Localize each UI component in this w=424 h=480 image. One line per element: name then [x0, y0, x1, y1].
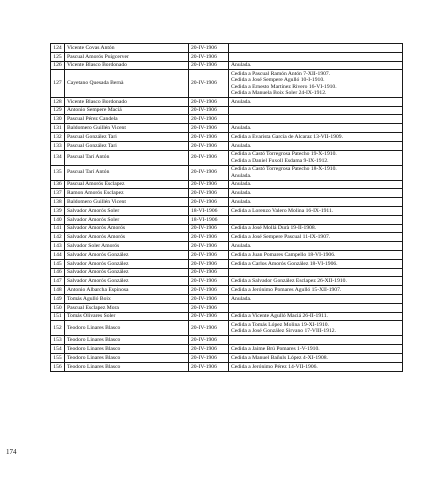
note-line: Anulada. — [231, 295, 252, 302]
transfer-notes — [229, 150, 403, 165]
table-row — [51, 286, 403, 295]
issue-date: 20-IV-1906 — [189, 321, 229, 336]
table-row — [51, 303, 403, 312]
issue-date: 20-IV-1906 — [189, 336, 229, 345]
holder-name: Antonio Albarcha Espinosa — [65, 286, 189, 295]
holder-name: Teodoro Linares Blasco — [65, 336, 189, 345]
table-row — [51, 277, 403, 286]
row-number: 139 — [51, 206, 65, 215]
holder-name: Antonio Sempere Maciá — [65, 106, 189, 115]
transfer-notes — [229, 165, 403, 180]
transfer-notes — [229, 336, 403, 345]
table-row — [51, 336, 403, 345]
row-number: 152 — [51, 321, 65, 336]
issue-date: 18-VI-1906 — [189, 215, 229, 224]
issue-date: 20-IV-1906 — [189, 286, 229, 295]
transfer-notes — [229, 97, 403, 106]
holder-name: Vicente Blasco Bordonado — [65, 97, 189, 106]
transfer-notes — [229, 61, 403, 70]
holder-name: Salvador Amorós González — [65, 259, 189, 268]
table-row — [51, 150, 403, 165]
issue-date: 20-IV-1906 — [189, 224, 229, 233]
issue-date: 20-IV-1906 — [189, 150, 229, 165]
note-line: Cedida a Salvador González Esclapez 26-XII-1910. — [231, 278, 347, 285]
holder-name: Vicente Blasco Bordonado — [65, 61, 189, 70]
row-number: 131 — [51, 124, 65, 133]
table-row — [51, 362, 403, 371]
transfer-notes — [229, 132, 403, 141]
row-number: 154 — [51, 345, 65, 354]
transfer-notes — [229, 303, 403, 312]
row-number: 140 — [51, 215, 65, 224]
note-line: Cedida a José Sempere Agulló 10-I-1910. — [231, 77, 325, 84]
table-row — [51, 106, 403, 115]
row-number: 153 — [51, 336, 65, 345]
table-row — [51, 132, 403, 141]
note-line: Anulada. — [231, 172, 252, 179]
note-line: Cedida a José González Sirvano 17-VIII-1912. — [231, 328, 337, 335]
transfer-notes — [229, 312, 403, 321]
holder-name: Salvador Amorós Amorós — [65, 233, 189, 242]
table-row — [51, 233, 403, 242]
note-line: Anulada. — [231, 181, 252, 188]
transfer-notes — [229, 115, 403, 124]
note-line: Cedida a Jaime Brú Pomares 1-V-1910. — [231, 345, 320, 352]
row-number: 125 — [51, 52, 65, 61]
table-row — [51, 189, 403, 198]
note-line: Cedida a Manuela Boix Soler 24-IX-1912. — [231, 89, 327, 96]
note-line: Anulada. — [231, 242, 252, 249]
issue-date: 20-IV-1906 — [189, 61, 229, 70]
table-row — [51, 124, 403, 133]
transfer-notes — [229, 345, 403, 354]
issue-date: 20-IV-1906 — [189, 44, 229, 53]
note-line: Cedida a José Sempere Pascual 11-IX-1907. — [231, 234, 331, 241]
table-row — [51, 165, 403, 180]
row-number: 145 — [51, 259, 65, 268]
row-number: 134 — [51, 150, 65, 165]
row-number: 135 — [51, 165, 65, 180]
holder-name: Vicente Covas Antón — [65, 44, 189, 53]
issue-date: 20-IV-1906 — [189, 106, 229, 115]
note-line: Cedida a Tomás López Molina 19-XI-1910. — [231, 322, 329, 329]
issue-date: 20-IV-1906 — [189, 353, 229, 362]
table-row — [51, 312, 403, 321]
holder-name: Ramon Amorós Esclapez — [65, 189, 189, 198]
note-line: Cedida a José Mollá Durà 19-II-1908. — [231, 225, 317, 232]
holder-name: Pascual González Tari — [65, 132, 189, 141]
row-number: 133 — [51, 141, 65, 150]
holder-name: Baldomero Guillén Vicent — [65, 124, 189, 133]
row-number: 141 — [51, 224, 65, 233]
issue-date: 20-IV-1906 — [189, 52, 229, 61]
table-row — [51, 215, 403, 224]
note-line: Anulada. — [231, 142, 252, 149]
holder-name: Teodoro Linares Blasco — [65, 362, 189, 371]
transfer-notes — [229, 206, 403, 215]
table-row — [51, 259, 403, 268]
row-number: 129 — [51, 106, 65, 115]
row-number: 148 — [51, 286, 65, 295]
table-row — [51, 44, 403, 53]
row-number: 142 — [51, 233, 65, 242]
holder-name: Salvador Amorós Soler — [65, 215, 189, 224]
row-number: 151 — [51, 312, 65, 321]
transfer-notes — [229, 198, 403, 207]
issue-date: 20-IV-1906 — [189, 250, 229, 259]
holder-name: Teodoro Linares Blasco — [65, 345, 189, 354]
note-line: Anulada. — [231, 190, 252, 197]
transfer-notes — [229, 180, 403, 189]
row-number: 128 — [51, 97, 65, 106]
issue-date: 20-IV-1906 — [189, 165, 229, 180]
register-table-body — [51, 44, 403, 372]
transfer-notes — [229, 362, 403, 371]
holder-name: Pascual Amorós Esclapez — [65, 180, 189, 189]
note-line: Cedida a Pascual Ramón Antón 7-XII-1907. — [231, 71, 331, 78]
transfer-notes — [229, 259, 403, 268]
row-number: 156 — [51, 362, 65, 371]
row-number: 150 — [51, 303, 65, 312]
table-row — [51, 206, 403, 215]
holder-name: Pascual Esclapez Mora — [65, 303, 189, 312]
page-number: 174 — [6, 448, 17, 456]
note-line: Cedida a Evarista García de Alcaraz 13-VII-1909. — [231, 133, 343, 140]
issue-date: 20-IV-1906 — [189, 259, 229, 268]
holder-name: Baldomero Guillén Vicent — [65, 198, 189, 207]
note-line: Cedida a Manuel Bañuls López 4-XI-1908. — [231, 354, 328, 361]
row-number: 146 — [51, 268, 65, 277]
transfer-notes — [229, 286, 403, 295]
transfer-notes — [229, 321, 403, 336]
table-row — [51, 294, 403, 303]
note-line: Cedida a Jerónimo Pomares Agulló 15-XII-1907. — [231, 286, 342, 293]
note-line: Cedida a Daniel Fuxoll Esdama 9-IX-1912. — [231, 157, 329, 164]
note-line: Anulada. — [231, 98, 252, 105]
row-number: 147 — [51, 277, 65, 286]
row-number: 144 — [51, 250, 65, 259]
table-row — [51, 198, 403, 207]
register-table — [50, 43, 403, 372]
holder-name: Salvador Amorós Soler — [65, 206, 189, 215]
row-number: 149 — [51, 294, 65, 303]
transfer-notes — [229, 70, 403, 97]
issue-date: 20-IV-1906 — [189, 345, 229, 354]
transfer-notes — [229, 242, 403, 251]
row-number: 124 — [51, 44, 65, 53]
holder-name: Salvador Amorós Amorós — [65, 224, 189, 233]
note-line: Anulada. — [231, 124, 252, 131]
row-number: 137 — [51, 189, 65, 198]
note-line: Cedida a Castó Torregrosa Patecho 18-X-1910. — [231, 166, 337, 173]
row-number: 126 — [51, 61, 65, 70]
holder-name: Salvador Amorós González — [65, 277, 189, 286]
holder-name: Pascual González Tari — [65, 141, 189, 150]
table-row — [51, 224, 403, 233]
note-line: Cedida a Carlos Amorós González 18-VI-1906. — [231, 260, 338, 267]
row-number: 138 — [51, 198, 65, 207]
transfer-notes — [229, 124, 403, 133]
transfer-notes — [229, 277, 403, 286]
holder-name: Salvador Amorós González — [65, 250, 189, 259]
transfer-notes — [229, 294, 403, 303]
issue-date: 20-IV-1906 — [189, 268, 229, 277]
table-row — [51, 141, 403, 150]
transfer-notes — [229, 224, 403, 233]
holder-name: Teodoro Linares Blasco — [65, 321, 189, 336]
issue-date: 20-IV-1906 — [189, 233, 229, 242]
note-line: Anulada. — [231, 62, 252, 69]
transfer-notes — [229, 141, 403, 150]
table-row — [51, 321, 403, 336]
row-number: 132 — [51, 132, 65, 141]
row-number: 127 — [51, 70, 65, 97]
issue-date: 18-VI-1906 — [189, 206, 229, 215]
note-line: Cedida a Lorenzo Valero Molina 16-IX-1911. — [231, 207, 334, 214]
table-row — [51, 180, 403, 189]
holder-name: Pascual Pérez Candela — [65, 115, 189, 124]
holder-name: Pascual Tarí Antón — [65, 150, 189, 165]
holder-name: Tomás Olivares Soler — [65, 312, 189, 321]
row-number: 130 — [51, 115, 65, 124]
holder-name: Tomás Agulló Boix — [65, 294, 189, 303]
transfer-notes — [229, 268, 403, 277]
issue-date: 20-IV-1906 — [189, 124, 229, 133]
table-row — [51, 70, 403, 97]
issue-date: 20-IV-1906 — [189, 189, 229, 198]
holder-name: Cayetano Quesada Bernà — [65, 70, 189, 97]
transfer-notes — [229, 52, 403, 61]
transfer-notes — [229, 189, 403, 198]
note-line: Cedida a Castó Torregrosa Patecho 19-X-1910. — [231, 151, 337, 158]
issue-date: 20-IV-1906 — [189, 303, 229, 312]
table-row — [51, 353, 403, 362]
note-line: Cedida a Ernesto Martínez Rivero 16-VI-1910. — [231, 83, 337, 90]
holder-name: Teodoro Linares Blasco — [65, 353, 189, 362]
issue-date: 20-IV-1906 — [189, 97, 229, 106]
note-line: Cedida a Jerónimo Pérez 14-VII-1906. — [231, 363, 318, 370]
row-number: 155 — [51, 353, 65, 362]
transfer-notes — [229, 353, 403, 362]
issue-date: 20-IV-1906 — [189, 70, 229, 97]
table-row — [51, 115, 403, 124]
row-number: 136 — [51, 180, 65, 189]
issue-date: 20-IV-1906 — [189, 294, 229, 303]
issue-date: 20-IV-1906 — [189, 312, 229, 321]
table-row — [51, 268, 403, 277]
table-row — [51, 52, 403, 61]
table-row — [51, 345, 403, 354]
table-row — [51, 242, 403, 251]
issue-date: 20-IV-1906 — [189, 180, 229, 189]
issue-date: 20-IV-1906 — [189, 198, 229, 207]
table-row — [51, 250, 403, 259]
holder-name: Pascual Tarí Antón — [65, 165, 189, 180]
note-line: Anulada. — [231, 198, 252, 205]
issue-date: 20-IV-1906 — [189, 141, 229, 150]
issue-date: 20-IV-1906 — [189, 115, 229, 124]
transfer-notes — [229, 250, 403, 259]
transfer-notes — [229, 233, 403, 242]
issue-date: 20-IV-1906 — [189, 277, 229, 286]
issue-date: 20-IV-1906 — [189, 132, 229, 141]
transfer-notes — [229, 106, 403, 115]
holder-name: Salvador Amorós González — [65, 268, 189, 277]
transfer-notes — [229, 44, 403, 53]
table-row — [51, 61, 403, 70]
row-number: 143 — [51, 242, 65, 251]
holder-name: Salvador Soler Amorós — [65, 242, 189, 251]
transfer-notes — [229, 215, 403, 224]
issue-date: 20-IV-1906 — [189, 242, 229, 251]
holder-name: Pascual Amorós Puigcerver — [65, 52, 189, 61]
issue-date: 20-IV-1906 — [189, 362, 229, 371]
note-line: Cedida a Vicente Agulló Maciá 26-II-1911. — [231, 313, 328, 320]
note-line: Cedida a Juan Pomares Campello 18-VI-1906. — [231, 251, 336, 258]
table-row — [51, 97, 403, 106]
